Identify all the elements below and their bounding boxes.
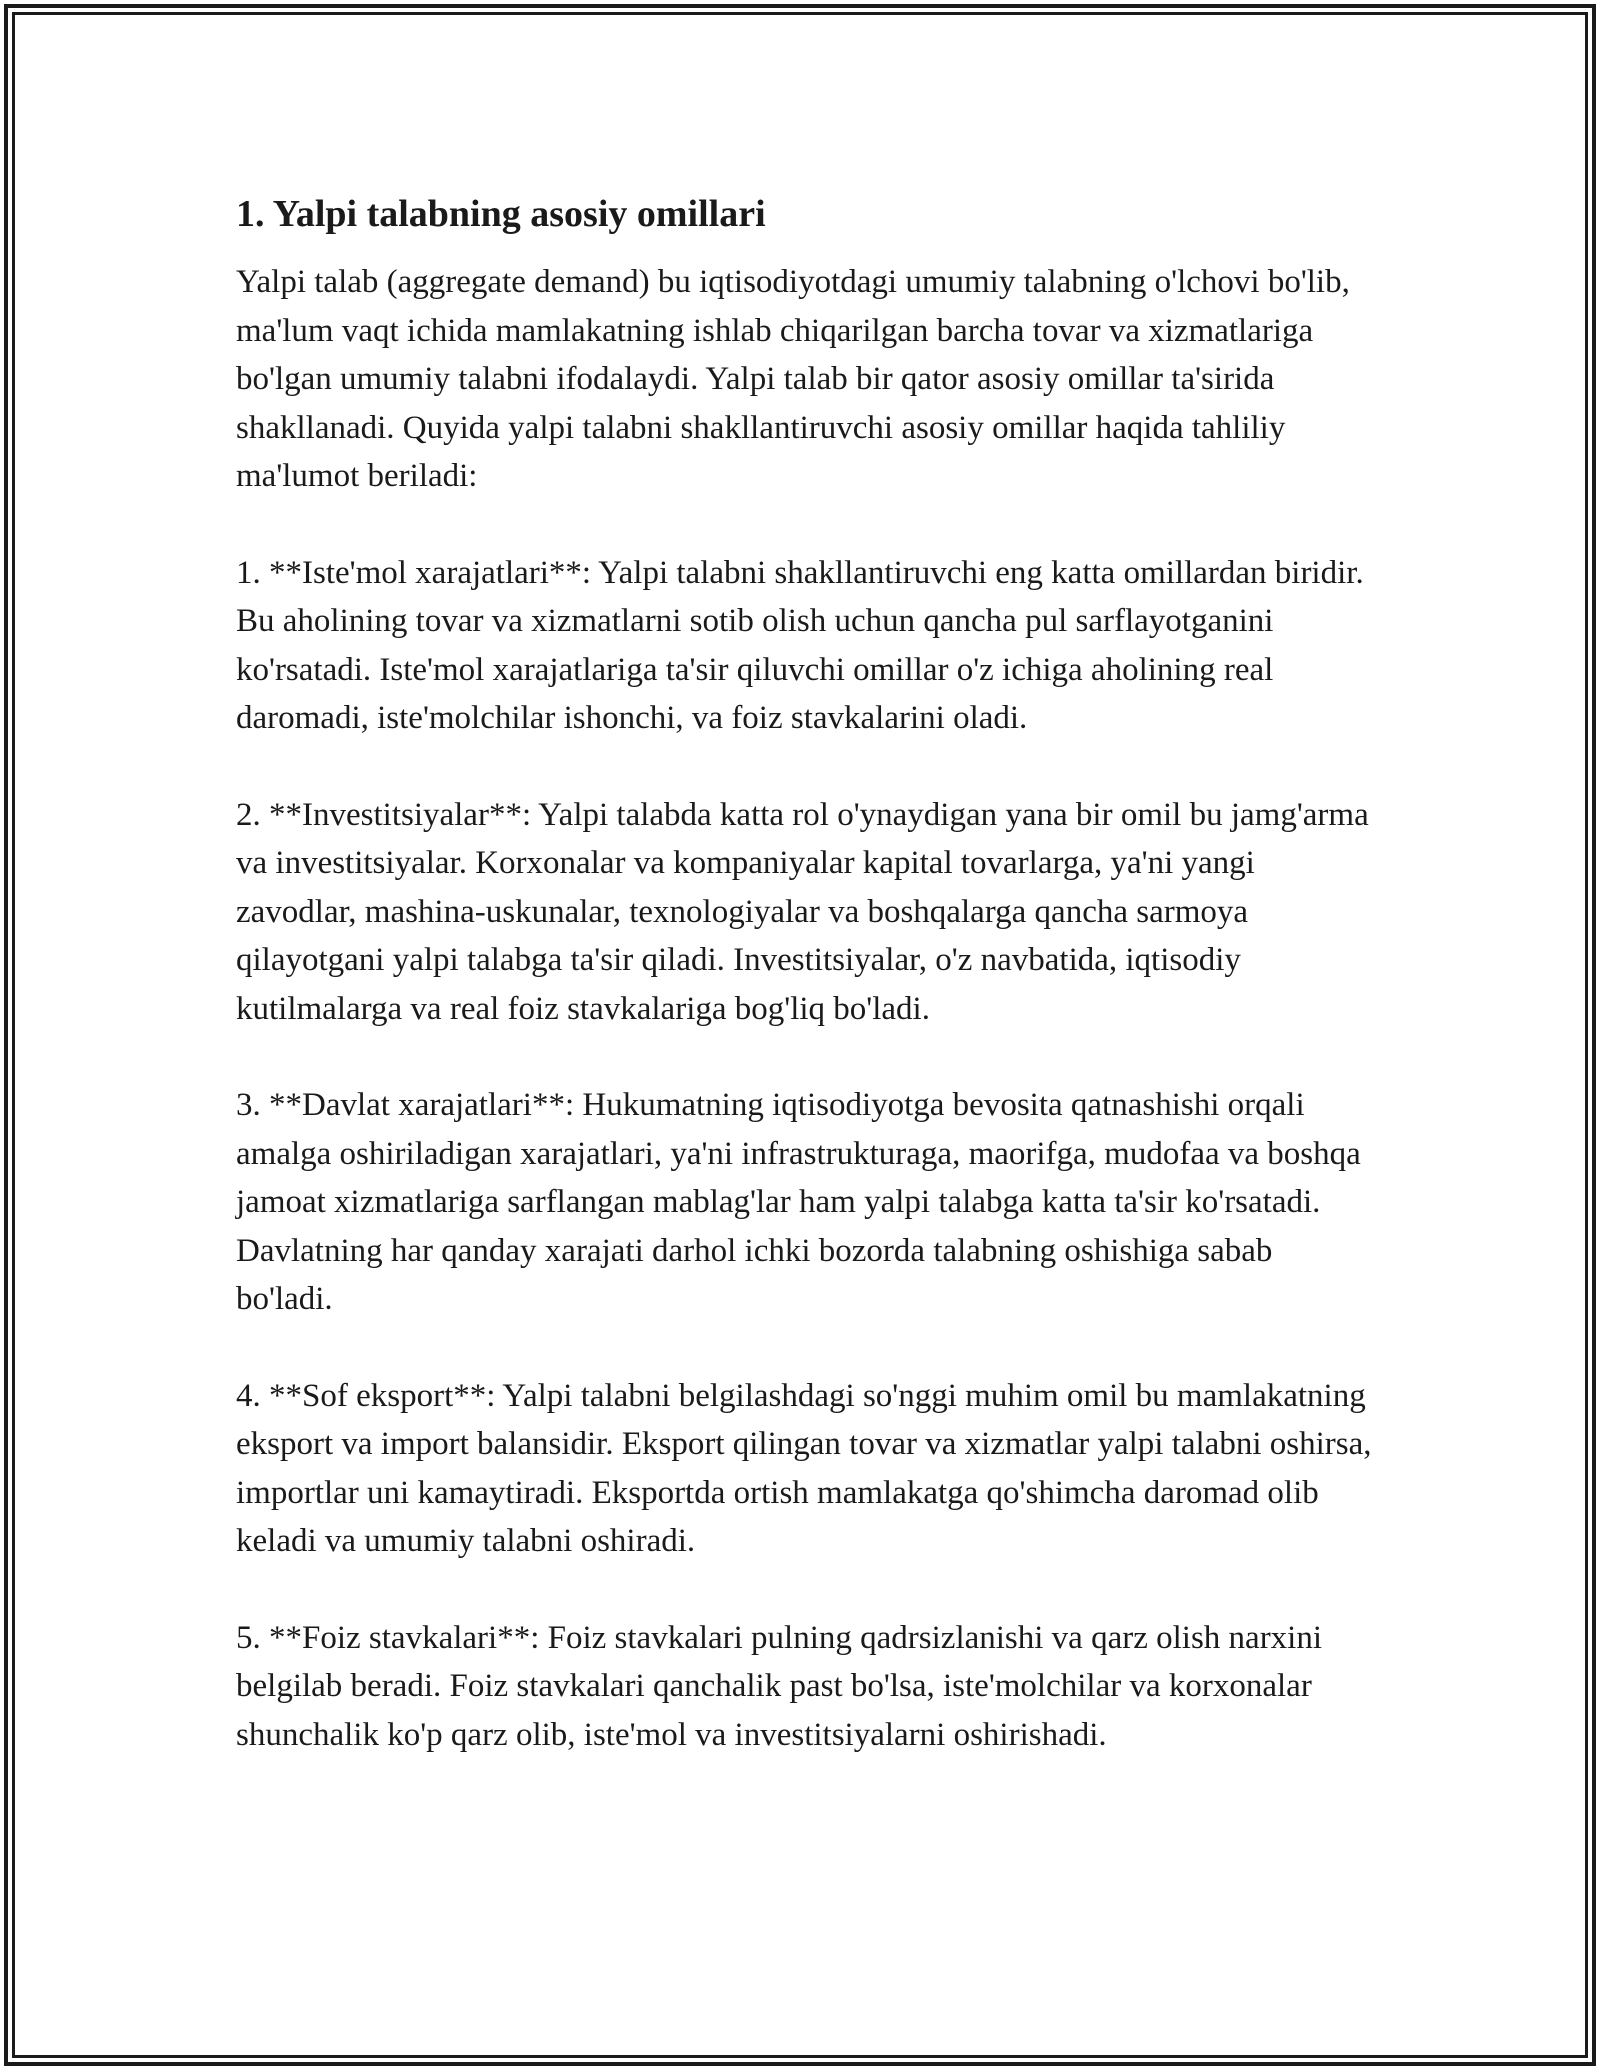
list-item-investment: 2. **Investitsiyalar**: Yalpi talabda katta rol o'ynaydigan yana bir omil bu jamg'arma va investitsiyalar. Korxonalar va kompaniyalar kapital tovarlarga, ya'ni yangi zavodlar, mashina-uskunalar, texnologiyalar va boshqalarga qancha sarmoya qilayotgani yalpi talabga ta'sir qiladi. Investitsiyalar, o'z navbatida, iqtisodiy kutilmalarga va real foiz stavkalariga bog'liq bo'ladi. [236,796,1369,1027]
list-item-consumption: 1. **Iste'mol xarajatlari**: Yalpi talabni shakllantiruvchi eng katta omillardan biridir. Bu aholining tovar va xizmatlarni sotib olish uchun qancha pul sarflayotganini ko'rsatadi. Iste'mol xarajatlariga ta'sir qiluvchi omillar o'z ichiga aholining real daromadi, iste'molchilar ishonchi, va foiz stavkalarini oladi. [236,554,1364,736]
list-item-net-export: 4. **Sof eksport**: Yalpi talabni belgilashdagi so'nggi muhim omil bu mamlakatning eksport va import balansidir. Eksport qilingan tovar va xizmatlar yalpi talabni oshirsa, importlar uni kamaytiradi. Eksportda ortish mamlakatga qo'shimcha daromad olib keladi va umumiy talabni oshiradi. [236,1377,1372,1559]
list-item-government-spending: 3. **Davlat xarajatlari**: Hukumatning iqtisodiyotga bevosita qatnashishi orqali amalga oshiriladigan xarajatlari, ya'ni infrastrukturaga, maorifga, mudofaa va boshqa jamoat xizmatlariga sarflangan mablag'lar ham yalpi talabga katta ta'sir ko'rsatadi. Davlatning har qanday xarajati darhol ichki bozorda talabning oshishiga sabab bo'ladi. [236,1087,1361,1317]
document-body [236,188,1376,1807]
intro-paragraph: Yalpi talab (aggregate demand) bu iqtisodiyotdagi umumiy talabning o'lchovi bo'lib, ma'lum vaqt ichida mamlakatning ishlab chiqarilgan barcha tovar va xizmatlariga bo'lgan umumiy talabni ifodalaydi. Yalpi talab bir qator asosiy omillar ta'sirida shakllanadi. Quyida yalpi talabni shakllantiruvchi asosiy omillar haqida tahliliy ma'lumot beriladi: [236,264,1350,494]
document-heading: 1. Yalpi talabning asosiy omillari [236,193,766,235]
list-item-interest-rates: 5. **Foiz stavkalari**: Foiz stavkalari pulning qadrsizlanishi va qarz olish narxini belgilab beradi. Foiz stavkalari qanchalik past bo'lsa, iste'molchilar va korxonalar shunchalik ko'p qarz olib, iste'mol va investitsiyalarni oshirishadi. [236,1619,1323,1753]
